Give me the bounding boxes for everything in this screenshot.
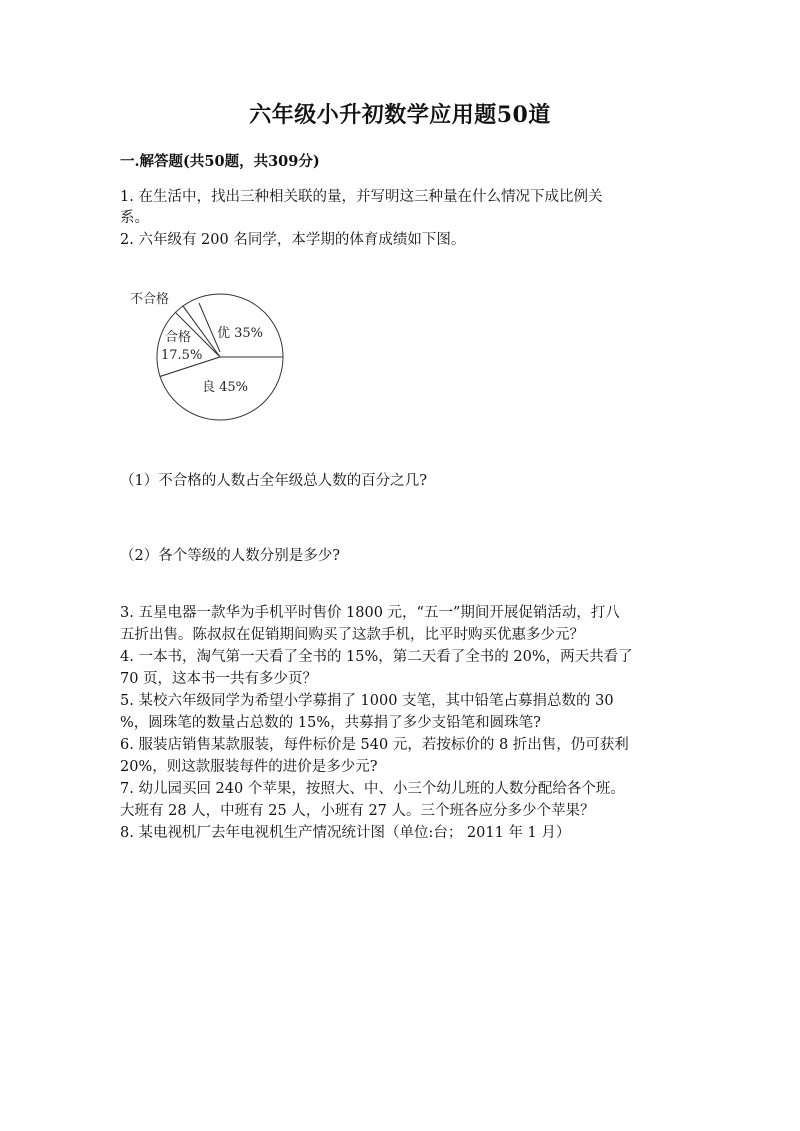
question-4-line-1: 4. 一本书，淘气第一天看了全书的 15%，第二天看了全书的 20%，两天共看了	[120, 649, 633, 665]
question-5-line-1: 5. 某校六年级同学为希望小学募捐了 1000 支笔，其中铅笔占募捐总数的 30	[120, 693, 614, 709]
question-8-line-1: 8. 某电视机厂去年电视机生产情况统计图（单位:台； 2011 年 1 月）	[120, 825, 571, 841]
pie-label-pass: 合格	[165, 330, 192, 345]
question-3-line-2: 五折出售。陈叔叔在促销期间购买了这款手机，比平时购买优惠多少元？	[120, 627, 584, 643]
page-title: 六年级小升初数学应用题50道	[249, 102, 551, 128]
pie-label-pass-percent: 17.5%	[161, 348, 203, 363]
pie-label-excellent: 优 35%	[217, 326, 264, 341]
pie-label-unqualified: 不合格	[130, 292, 170, 307]
question-3-line-1: 3. 五星电器一款华为手机平时售价 1800 元，“五一”期间开展促销活动，打八	[120, 605, 620, 621]
question-2-line-1: 2. 六年级有 200 名同学，本学期的体育成绩如下图。	[120, 232, 466, 248]
question-6-line-1: 6. 服装店销售某款服装，每件标价是 540 元，若按标价的 8 折出售，仍可获利	[120, 737, 629, 753]
pie-label-good: 良 45%	[202, 380, 249, 395]
question-1-line-1: 1. 在生活中，找出三种相关联的量，并写明这三种量在什么情况下成比例关	[120, 189, 603, 205]
question-7-line-1: 7. 幼儿园买回 240 个苹果，按照大、中、小三个幼儿班的人数分配给各个班。	[120, 781, 625, 797]
question-2-sub-1: （1）不合格的人数占全年级总人数的百分之几?	[120, 473, 427, 489]
section-heading: 一.解答题(共50题，共309分)	[120, 153, 320, 170]
question-2-sub-2: （2）各个等级的人数分别是多少?	[120, 548, 340, 564]
grade-pie-chart	[125, 283, 295, 433]
question-7-line-2: 大班有 28 人，中班有 25 人，小班有 27 人。三个班各应分多少个苹果？	[120, 803, 595, 819]
question-1-line-2: 系。	[120, 210, 149, 226]
question-4-line-2: 70 页，这本书一共有多少页？	[120, 671, 318, 687]
question-6-line-2: 20%，则这款服装每件的进价是多少元?	[120, 759, 378, 775]
question-5-line-2: %，圆珠笔的数量占总数的 15%，共募捐了多少支铅笔和圆珠笔?	[120, 715, 541, 731]
